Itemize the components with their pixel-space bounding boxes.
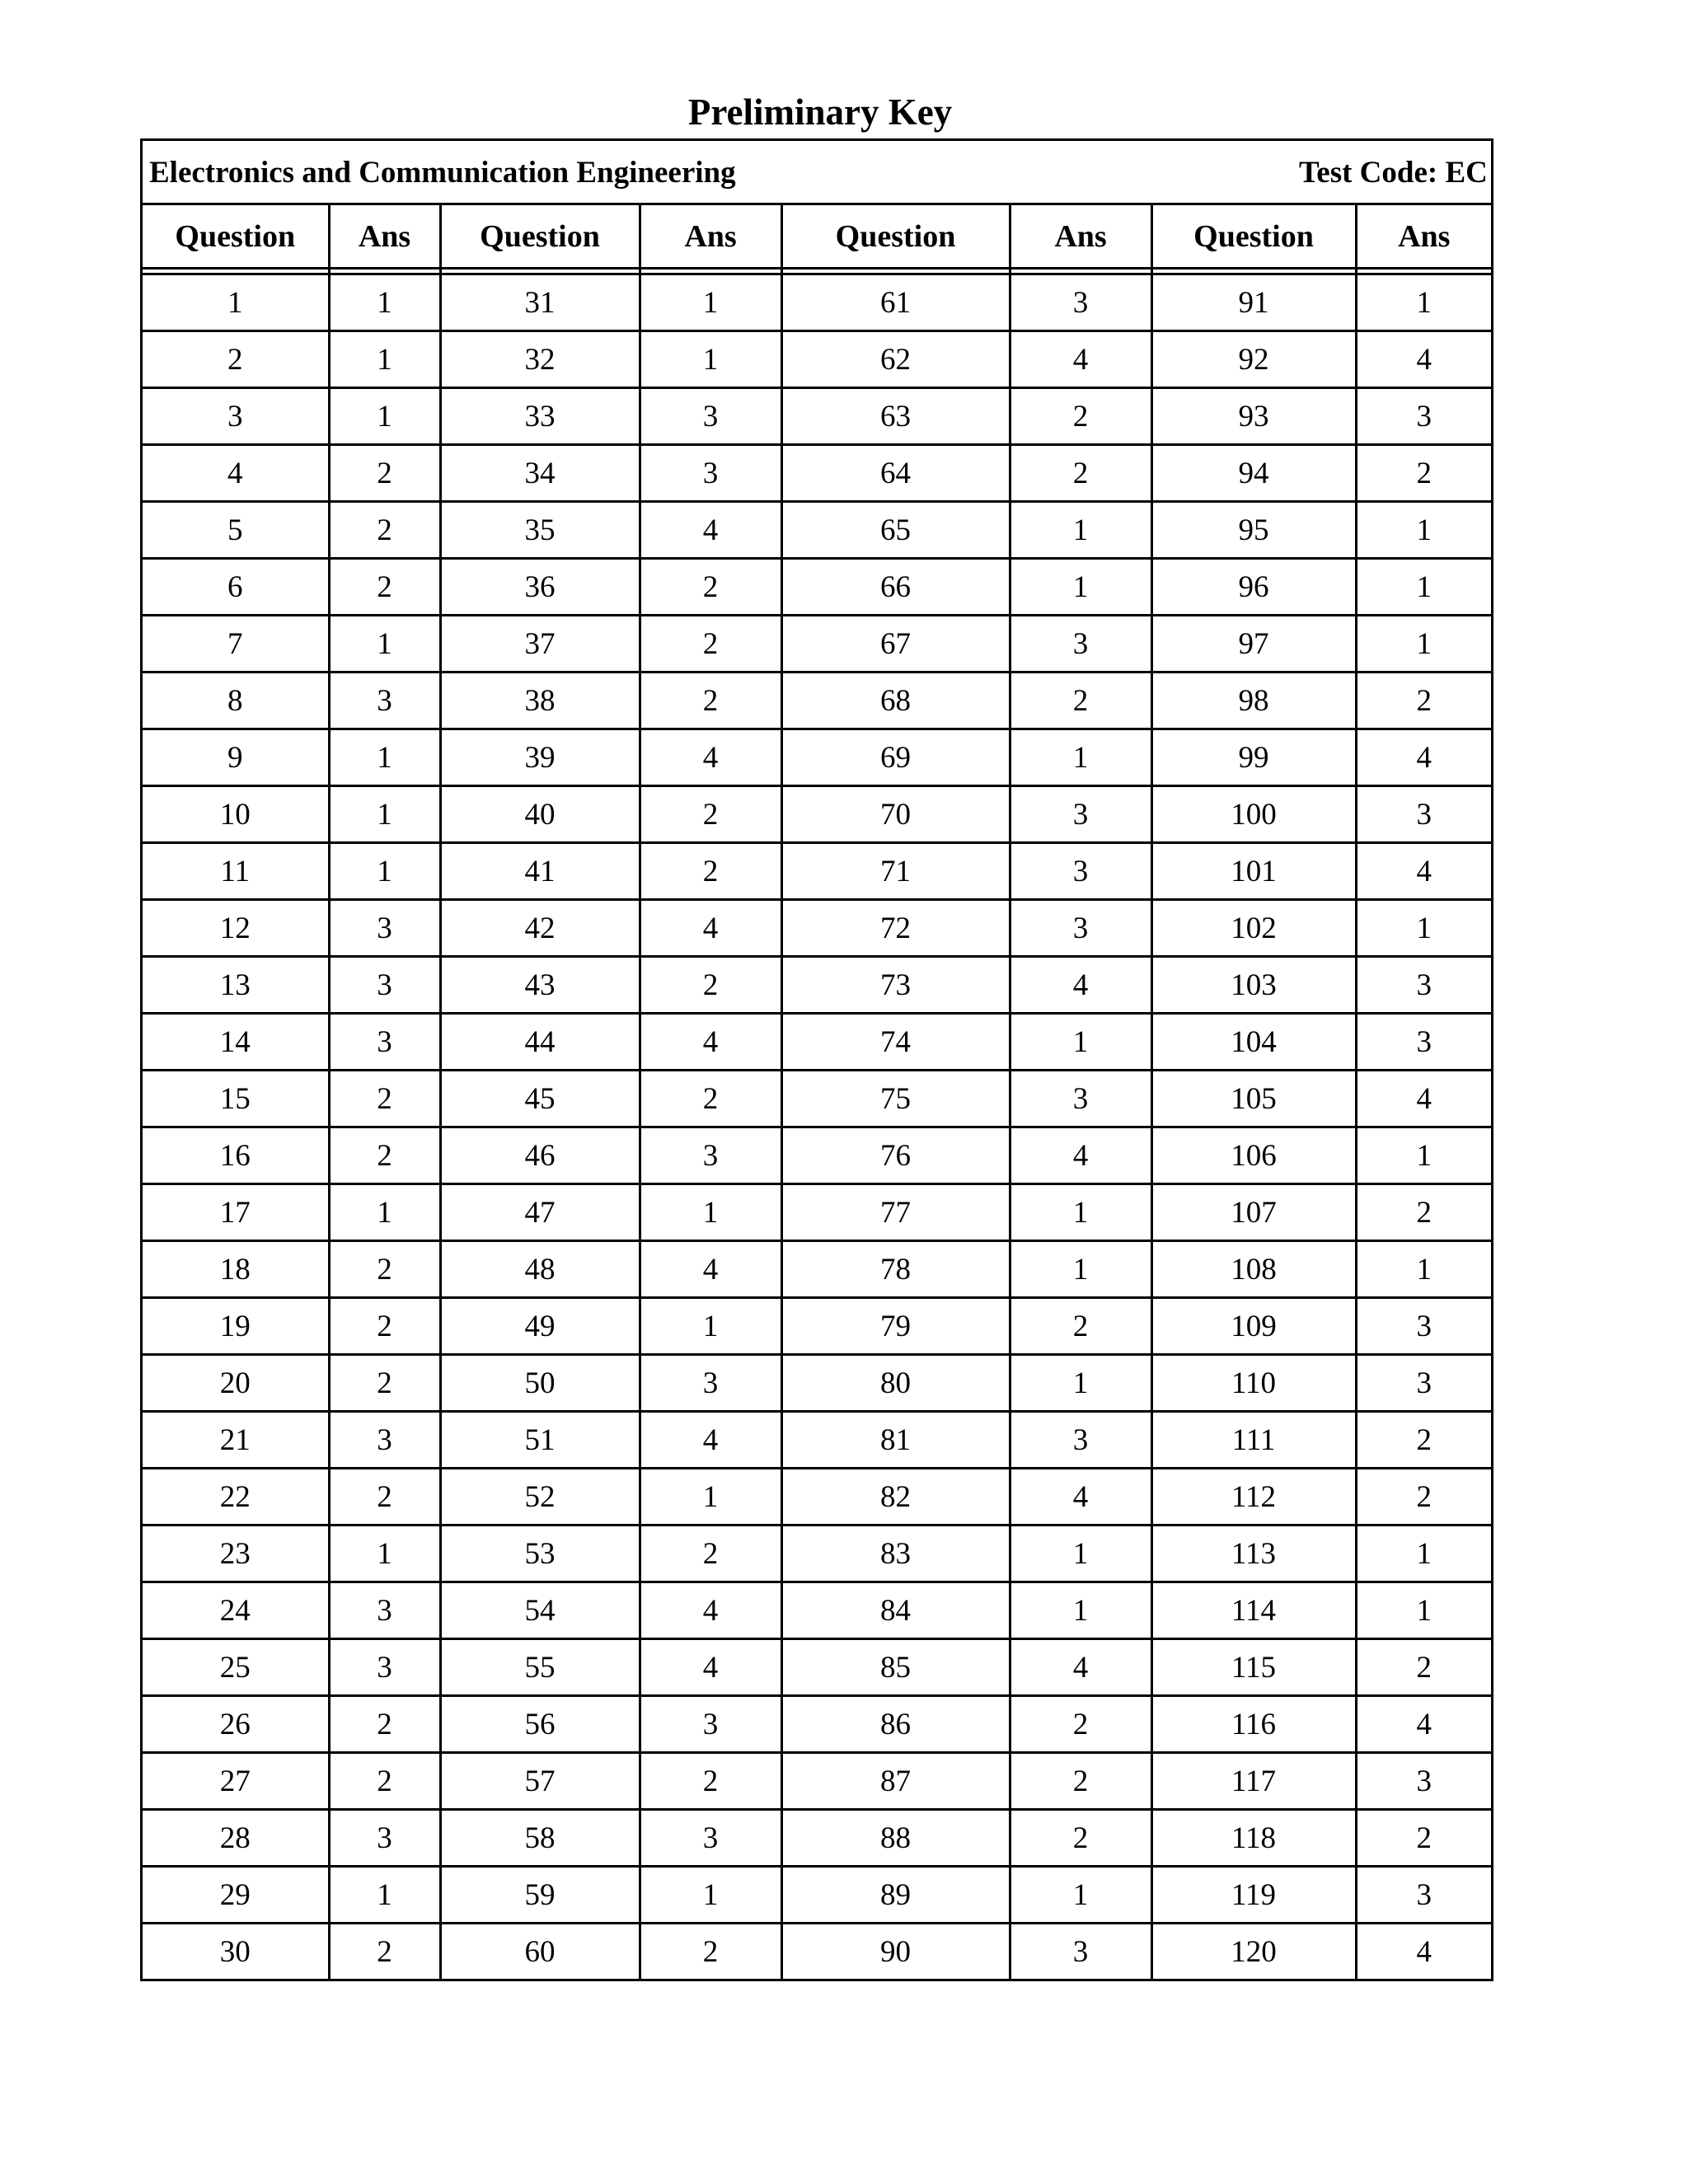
answer-key-table	[143, 205, 1491, 1979]
column-header-ans-4: Ans	[1356, 205, 1491, 269]
answer-cell: 1	[1010, 1867, 1151, 1924]
answer-cell: 2	[640, 1924, 781, 1980]
answer-cell: 3	[1356, 1355, 1491, 1412]
answer-cell: 3	[640, 1355, 781, 1412]
question-cell: 71	[781, 843, 1010, 900]
question-cell: 120	[1151, 1924, 1356, 1980]
answer-cell: 3	[1356, 1014, 1491, 1071]
answer-cell: 1	[1010, 1582, 1151, 1639]
answer-cell: 2	[329, 1355, 440, 1412]
table-row	[143, 1241, 1491, 1298]
test-code: Test Code: EC	[1299, 156, 1488, 190]
answer-cell: 3	[1010, 616, 1151, 673]
question-cell: 87	[781, 1753, 1010, 1810]
table-row	[143, 559, 1491, 616]
answer-cell: 3	[640, 1127, 781, 1184]
question-cell: 4	[143, 445, 329, 502]
answer-cell: 4	[1010, 1127, 1151, 1184]
answer-cell: 1	[329, 1867, 440, 1924]
answer-cell: 1	[1356, 1241, 1491, 1298]
answer-cell: 4	[640, 1582, 781, 1639]
answer-cell: 4	[1356, 1071, 1491, 1127]
table-row	[143, 1582, 1491, 1639]
answer-cell: 3	[1356, 388, 1491, 445]
question-cell: 48	[440, 1241, 640, 1298]
table-row	[143, 1526, 1491, 1582]
question-cell: 78	[781, 1241, 1010, 1298]
question-cell: 28	[143, 1810, 329, 1867]
question-cell: 93	[1151, 388, 1356, 445]
answer-cell: 2	[1356, 445, 1491, 502]
answer-cell: 3	[1356, 957, 1491, 1014]
question-cell: 96	[1151, 559, 1356, 616]
question-cell: 25	[143, 1639, 329, 1696]
question-cell: 34	[440, 445, 640, 502]
question-cell: 111	[1151, 1412, 1356, 1469]
answer-cell: 2	[640, 1526, 781, 1582]
answer-cell: 3	[1356, 786, 1491, 843]
question-cell: 26	[143, 1696, 329, 1753]
answer-cell: 1	[1356, 559, 1491, 616]
question-cell: 82	[781, 1469, 1010, 1526]
question-cell: 119	[1151, 1867, 1356, 1924]
spacer-cell	[1151, 269, 1356, 274]
header-row	[143, 205, 1491, 269]
column-header-question-4: Question	[1151, 205, 1356, 269]
answer-cell: 3	[1010, 843, 1151, 900]
question-cell: 107	[1151, 1184, 1356, 1241]
question-cell: 86	[781, 1696, 1010, 1753]
question-cell: 41	[440, 843, 640, 900]
question-cell: 81	[781, 1412, 1010, 1469]
question-cell: 9	[143, 729, 329, 786]
question-cell: 18	[143, 1241, 329, 1298]
answer-cell: 1	[1010, 502, 1151, 559]
question-cell: 3	[143, 388, 329, 445]
question-cell: 94	[1151, 445, 1356, 502]
question-cell: 116	[1151, 1696, 1356, 1753]
answer-cell: 1	[329, 843, 440, 900]
question-cell: 76	[781, 1127, 1010, 1184]
spacer-cell	[143, 269, 329, 274]
question-cell: 60	[440, 1924, 640, 1980]
question-cell: 42	[440, 900, 640, 957]
answer-cell: 4	[640, 1412, 781, 1469]
answer-cell: 2	[329, 1127, 440, 1184]
answer-cell: 3	[329, 1014, 440, 1071]
question-cell: 69	[781, 729, 1010, 786]
answer-cell: 4	[640, 1639, 781, 1696]
answer-cell: 2	[329, 1753, 440, 1810]
answer-cell: 1	[1010, 1184, 1151, 1241]
question-cell: 98	[1151, 673, 1356, 729]
column-header-question-2: Question	[440, 205, 640, 269]
question-cell: 33	[440, 388, 640, 445]
column-header-question-3: Question	[781, 205, 1010, 269]
question-cell: 51	[440, 1412, 640, 1469]
question-cell: 108	[1151, 1241, 1356, 1298]
answer-cell: 2	[640, 957, 781, 1014]
question-cell: 56	[440, 1696, 640, 1753]
question-cell: 29	[143, 1867, 329, 1924]
answer-cell: 2	[329, 1071, 440, 1127]
answer-cell: 3	[329, 1639, 440, 1696]
answer-cell: 4	[1010, 957, 1151, 1014]
answer-cell: 2	[640, 1753, 781, 1810]
answer-cell: 4	[1356, 729, 1491, 786]
question-cell: 65	[781, 502, 1010, 559]
table-row	[143, 1298, 1491, 1355]
answer-cell: 2	[329, 1241, 440, 1298]
answer-cell: 4	[640, 900, 781, 957]
question-cell: 14	[143, 1014, 329, 1071]
answer-cell: 1	[1010, 1355, 1151, 1412]
question-cell: 97	[1151, 616, 1356, 673]
question-cell: 17	[143, 1184, 329, 1241]
question-cell: 115	[1151, 1639, 1356, 1696]
answer-cell: 3	[1356, 1298, 1491, 1355]
table-row	[143, 1355, 1491, 1412]
question-cell: 31	[440, 274, 640, 331]
table-row	[143, 1696, 1491, 1753]
question-cell: 92	[1151, 331, 1356, 388]
answer-cell: 3	[1010, 1412, 1151, 1469]
question-cell: 80	[781, 1355, 1010, 1412]
question-cell: 112	[1151, 1469, 1356, 1526]
answer-cell: 1	[329, 1526, 440, 1582]
answer-cell: 3	[1010, 786, 1151, 843]
table-row	[143, 1184, 1491, 1241]
question-cell: 11	[143, 843, 329, 900]
table-row	[143, 1924, 1491, 1980]
table-row	[143, 616, 1491, 673]
answer-cell: 1	[329, 388, 440, 445]
question-cell: 104	[1151, 1014, 1356, 1071]
question-cell: 99	[1151, 729, 1356, 786]
question-cell: 15	[143, 1071, 329, 1127]
answer-cell: 3	[1010, 274, 1151, 331]
question-cell: 36	[440, 559, 640, 616]
answer-cell: 2	[329, 1924, 440, 1980]
column-header-ans-3: Ans	[1010, 205, 1151, 269]
table-row	[143, 1071, 1491, 1127]
question-cell: 7	[143, 616, 329, 673]
table-row	[143, 388, 1491, 445]
answer-cell: 1	[1010, 559, 1151, 616]
question-cell: 58	[440, 1810, 640, 1867]
answer-cell: 1	[640, 331, 781, 388]
question-cell: 43	[440, 957, 640, 1014]
answer-cell: 3	[640, 1696, 781, 1753]
question-cell: 20	[143, 1355, 329, 1412]
question-cell: 66	[781, 559, 1010, 616]
question-cell: 110	[1151, 1355, 1356, 1412]
question-cell: 54	[440, 1582, 640, 1639]
question-cell: 95	[1151, 502, 1356, 559]
question-cell: 30	[143, 1924, 329, 1980]
answer-cell: 1	[640, 1184, 781, 1241]
answer-cell: 2	[329, 502, 440, 559]
table-row	[143, 786, 1491, 843]
question-cell: 103	[1151, 957, 1356, 1014]
column-header-ans-1: Ans	[329, 205, 440, 269]
question-cell: 24	[143, 1582, 329, 1639]
table-row	[143, 843, 1491, 900]
table-row	[143, 445, 1491, 502]
table-row	[143, 900, 1491, 957]
answer-cell: 2	[640, 843, 781, 900]
table-row	[143, 331, 1491, 388]
question-cell: 27	[143, 1753, 329, 1810]
spacer-cell	[1356, 269, 1491, 274]
page-title: Preliminary Key	[687, 91, 953, 133]
question-cell: 75	[781, 1071, 1010, 1127]
spacer-cell	[781, 269, 1010, 274]
question-cell: 114	[1151, 1582, 1356, 1639]
question-cell: 73	[781, 957, 1010, 1014]
question-cell: 35	[440, 502, 640, 559]
question-cell: 13	[143, 957, 329, 1014]
answer-cell: 1	[329, 616, 440, 673]
answer-cell: 4	[640, 1014, 781, 1071]
question-cell: 61	[781, 274, 1010, 331]
question-cell: 101	[1151, 843, 1356, 900]
question-cell: 100	[1151, 786, 1356, 843]
answer-cell: 3	[1010, 1924, 1151, 1980]
table-row	[143, 957, 1491, 1014]
answer-cell: 3	[329, 1810, 440, 1867]
answer-cell: 1	[329, 1184, 440, 1241]
answer-cell: 1	[1356, 274, 1491, 331]
spacer-cell	[440, 269, 640, 274]
question-cell: 38	[440, 673, 640, 729]
answer-cell: 1	[1356, 900, 1491, 957]
answer-key-sheet	[140, 138, 1493, 1981]
question-cell: 1	[143, 274, 329, 331]
answer-cell: 1	[640, 1469, 781, 1526]
answer-cell: 4	[1356, 1696, 1491, 1753]
question-cell: 47	[440, 1184, 640, 1241]
question-cell: 63	[781, 388, 1010, 445]
table-row	[143, 1412, 1491, 1469]
answer-cell: 3	[329, 673, 440, 729]
answer-cell: 3	[1356, 1867, 1491, 1924]
answer-cell: 1	[1356, 1127, 1491, 1184]
answer-cell: 1	[1356, 1526, 1491, 1582]
question-cell: 79	[781, 1298, 1010, 1355]
question-cell: 32	[440, 331, 640, 388]
answer-cell: 2	[1010, 1753, 1151, 1810]
spacer-cell	[1010, 269, 1151, 274]
spacer-cell	[329, 269, 440, 274]
question-cell: 64	[781, 445, 1010, 502]
question-cell: 102	[1151, 900, 1356, 957]
answer-cell: 2	[640, 1071, 781, 1127]
question-cell: 22	[143, 1469, 329, 1526]
answer-cell: 2	[329, 1469, 440, 1526]
question-cell: 40	[440, 786, 640, 843]
answer-cell: 3	[1010, 1071, 1151, 1127]
question-cell: 6	[143, 559, 329, 616]
table-row	[143, 1014, 1491, 1071]
answer-cell: 2	[640, 673, 781, 729]
question-cell: 19	[143, 1298, 329, 1355]
column-header-question-1: Question	[143, 205, 329, 269]
answer-cell: 4	[640, 729, 781, 786]
table-row	[143, 1469, 1491, 1526]
table-row	[143, 1753, 1491, 1810]
answer-cell: 3	[329, 1582, 440, 1639]
answer-cell: 4	[1010, 1469, 1151, 1526]
answer-cell: 1	[1356, 502, 1491, 559]
answer-cell: 3	[329, 900, 440, 957]
answer-cell: 2	[329, 445, 440, 502]
answer-cell: 2	[1356, 1184, 1491, 1241]
question-cell: 16	[143, 1127, 329, 1184]
answer-cell: 2	[1010, 673, 1151, 729]
answer-cell: 1	[1010, 1526, 1151, 1582]
answer-cell: 4	[1416, 1934, 1432, 1969]
answer-cell: 1	[1010, 1014, 1151, 1071]
question-cell: 113	[1151, 1526, 1356, 1582]
question-cell: 37	[440, 616, 640, 673]
answer-cell: 2	[1356, 1639, 1491, 1696]
question-cell: 59	[440, 1867, 640, 1924]
question-cell: 88	[781, 1810, 1010, 1867]
table-row	[143, 1810, 1491, 1867]
question-cell: 85	[781, 1639, 1010, 1696]
answer-cell: 1	[329, 786, 440, 843]
answer-cell: 2	[1356, 1412, 1491, 1469]
question-cell: 45	[440, 1071, 640, 1127]
table-row	[143, 673, 1491, 729]
table-row	[143, 274, 1491, 331]
question-cell: 12	[143, 900, 329, 957]
answer-cell: 4	[1010, 1639, 1151, 1696]
answer-cell: 4	[640, 1241, 781, 1298]
answer-cell: 3	[1010, 900, 1151, 957]
question-cell: 83	[781, 1526, 1010, 1582]
answer-cell: 1	[640, 1298, 781, 1355]
answer-cell: 1	[329, 729, 440, 786]
question-cell: 89	[781, 1867, 1010, 1924]
answer-cell: 2	[1010, 1696, 1151, 1753]
table-row	[143, 729, 1491, 786]
question-cell: 70	[781, 786, 1010, 843]
question-cell: 23	[143, 1526, 329, 1582]
question-cell: 74	[781, 1014, 1010, 1071]
question-cell: 21	[143, 1412, 329, 1469]
question-cell: 117	[1151, 1753, 1356, 1810]
question-cell: 118	[1151, 1810, 1356, 1867]
answer-cell: 2	[640, 786, 781, 843]
table-row	[143, 1867, 1491, 1924]
question-cell: 53	[440, 1526, 640, 1582]
answer-cell: 2	[1010, 1298, 1151, 1355]
answer-cell: 1	[640, 1867, 781, 1924]
answer-cell: 3	[640, 1810, 781, 1867]
answer-cell: 2	[1010, 1810, 1151, 1867]
question-cell: 39	[440, 729, 640, 786]
question-cell: 84	[781, 1582, 1010, 1639]
question-cell: 90	[781, 1924, 1010, 1980]
answer-cell: 2	[640, 559, 781, 616]
question-cell: 8	[143, 673, 329, 729]
subject-name: Electronics and Communication Engineering	[149, 156, 736, 190]
question-cell: 55	[440, 1639, 640, 1696]
question-cell: 57	[440, 1753, 640, 1810]
answer-cell: 2	[1356, 1469, 1491, 1526]
answer-cell: 2	[640, 616, 781, 673]
question-cell: 10	[143, 786, 329, 843]
answer-cell: 2	[1356, 673, 1491, 729]
table-row	[143, 1127, 1491, 1184]
answer-cell: 4	[640, 502, 781, 559]
question-cell: 77	[781, 1184, 1010, 1241]
question-cell: 5	[143, 502, 329, 559]
table-row	[143, 1639, 1491, 1696]
header-spacer-row	[143, 269, 1491, 274]
question-cell: 68	[781, 673, 1010, 729]
answer-cell: 4	[1356, 843, 1491, 900]
answer-cell: 1	[1356, 616, 1491, 673]
answer-cell: 1	[1356, 1582, 1491, 1639]
question-cell: 91	[1151, 274, 1356, 331]
answer-cell: 3	[640, 388, 781, 445]
question-cell: 105	[1151, 1071, 1356, 1127]
question-cell: 67	[781, 616, 1010, 673]
column-header-ans-2: Ans	[640, 205, 781, 269]
answer-cell: 2	[1356, 1810, 1491, 1867]
answer-cell: 3	[329, 1412, 440, 1469]
answer-cell: 4	[1010, 331, 1151, 388]
answer-cell: 2	[1010, 388, 1151, 445]
question-cell: 49	[440, 1298, 640, 1355]
question-cell: 62	[781, 331, 1010, 388]
question-cell: 72	[781, 900, 1010, 957]
answer-cell: 1	[1010, 729, 1151, 786]
answer-cell: 2	[329, 1298, 440, 1355]
table-row	[143, 502, 1491, 559]
question-cell: 44	[440, 1014, 640, 1071]
question-cell: 50	[440, 1355, 640, 1412]
answer-key-body	[143, 269, 1491, 1980]
question-cell: 2	[143, 331, 329, 388]
answer-cell: 3	[640, 445, 781, 502]
answer-cell: 2	[329, 559, 440, 616]
answer-cell: 1	[640, 274, 781, 331]
question-cell: 52	[440, 1469, 640, 1526]
answer-cell: 1	[329, 331, 440, 388]
answer-cell: 3	[1356, 1753, 1491, 1810]
question-cell: 46	[440, 1127, 640, 1184]
sheet-header	[143, 141, 1491, 205]
question-cell: 109	[1151, 1298, 1356, 1355]
answer-cell: 1	[1010, 1241, 1151, 1298]
answer-cell: 1	[329, 274, 440, 331]
answer-cell: 3	[329, 957, 440, 1014]
answer-cell: 2	[329, 1696, 440, 1753]
question-cell: 106	[1151, 1127, 1356, 1184]
answer-cell: 2	[1010, 445, 1151, 502]
answer-cell: 4	[1356, 331, 1491, 388]
spacer-cell	[640, 269, 781, 274]
